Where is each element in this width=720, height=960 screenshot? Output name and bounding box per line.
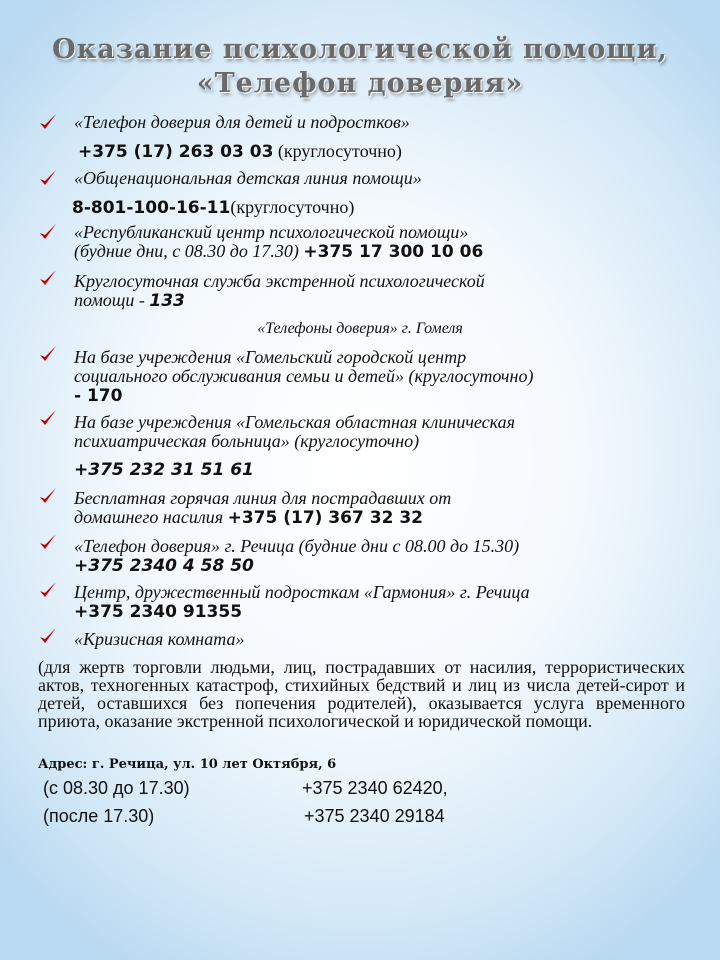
list-item-phone-line [72,198,354,218]
title-line-1: Оказание психологической помощи, [52,34,668,65]
item-label: «Телефон доверия» г. Речица (будние дни с 08.00 до 15.30) [74,536,520,556]
check-icon [38,112,58,132]
list-item-phone-line [78,142,402,162]
list-item [74,272,485,311]
item-label: Круглосуточная служба экстренной психологической [74,271,485,291]
item-label: «Республиканский центр психологической помощи» [74,222,469,242]
check-icon [38,580,58,600]
hours-phone: +375 2340 62420, [302,778,448,798]
item-note: (круглосуточно) [273,141,402,161]
check-icon [38,532,58,552]
list-item [74,223,483,262]
hours-phone: +375 2340 29184 [304,806,445,826]
check-icon [38,486,58,506]
check-icon [38,168,58,188]
phone-number: +375 2340 91355 [74,602,243,622]
check-icon [38,626,58,646]
list-item [74,537,519,576]
phone-number: 133 [149,291,185,311]
list-item [74,413,515,451]
item-label: «Общенациональная детская линия помощи» [74,168,422,188]
list-item [74,489,451,528]
item-note: (круглосуточно) [230,197,355,217]
item-label: «Кризисная комната» [74,629,245,649]
list-item [74,169,422,188]
list-item [74,113,410,132]
check-icon [38,222,58,242]
subheading: «Телефоны доверия» г. Гомеля [257,320,463,337]
list-item-phone-line [74,460,254,480]
item-label-cont: домашнего насилия [74,507,228,527]
item-label-cont: (будние дни, с 08.30 до 17.30) [74,241,304,261]
hours-period: (после 17.30) [43,806,155,826]
phone-number: +375 (17) 263 03 03 [78,142,274,162]
item-label-cont: социального обслуживания семьи и детей» (круглосуточно) [74,366,534,386]
phone-number: +375 (17) 367 32 32 [227,508,423,528]
address: Адрес: г. Речица, ул. 10 лет Октября, 6 [38,757,337,772]
title-line-2: «Телефон доверия» [196,68,524,99]
list-item [74,630,244,649]
list-item [74,348,533,406]
item-label: Бесплатная горячая линия для пострадавших от [74,488,452,508]
phone-number: 8-801-100-16-11 [72,198,231,218]
description-paragraph: (для жертв торговли людьми, лиц, пострадавших от насилия, террористических актов, техногенных катастроф, стихийных бедствий и лиц из числа детей-сирот и детей, оставшихся без попечения родителей), оказывается услуга временного приюта, оказание экстренной психологической и юридической помощи. [38,657,685,731]
phone-number: - 170 [74,386,123,406]
item-label-cont: психиатрическая больница» (круглосуточно) [74,431,420,451]
item-label: Центр, дружественный подросткам «Гармония» г. Речица [74,582,530,602]
item-label: «Телефон доверия для детей и подростков» [74,112,410,132]
phone-number: +375 232 31 51 61 [74,460,254,480]
check-icon [38,408,58,428]
list-item [74,583,530,622]
phone-number: +375 17 300 10 06 [303,242,484,262]
check-icon [38,268,58,288]
check-icon [38,344,58,364]
item-label: На базе учреждения «Гомельская областная клиническая [74,412,515,432]
phone-number: +375 2340 4 58 50 [74,556,254,576]
hours-period: (с 08.30 до 17.30) [43,778,190,798]
item-label: На базе учреждения «Гомельский городской центр [74,347,467,367]
item-label-cont: помощи - [74,290,150,310]
